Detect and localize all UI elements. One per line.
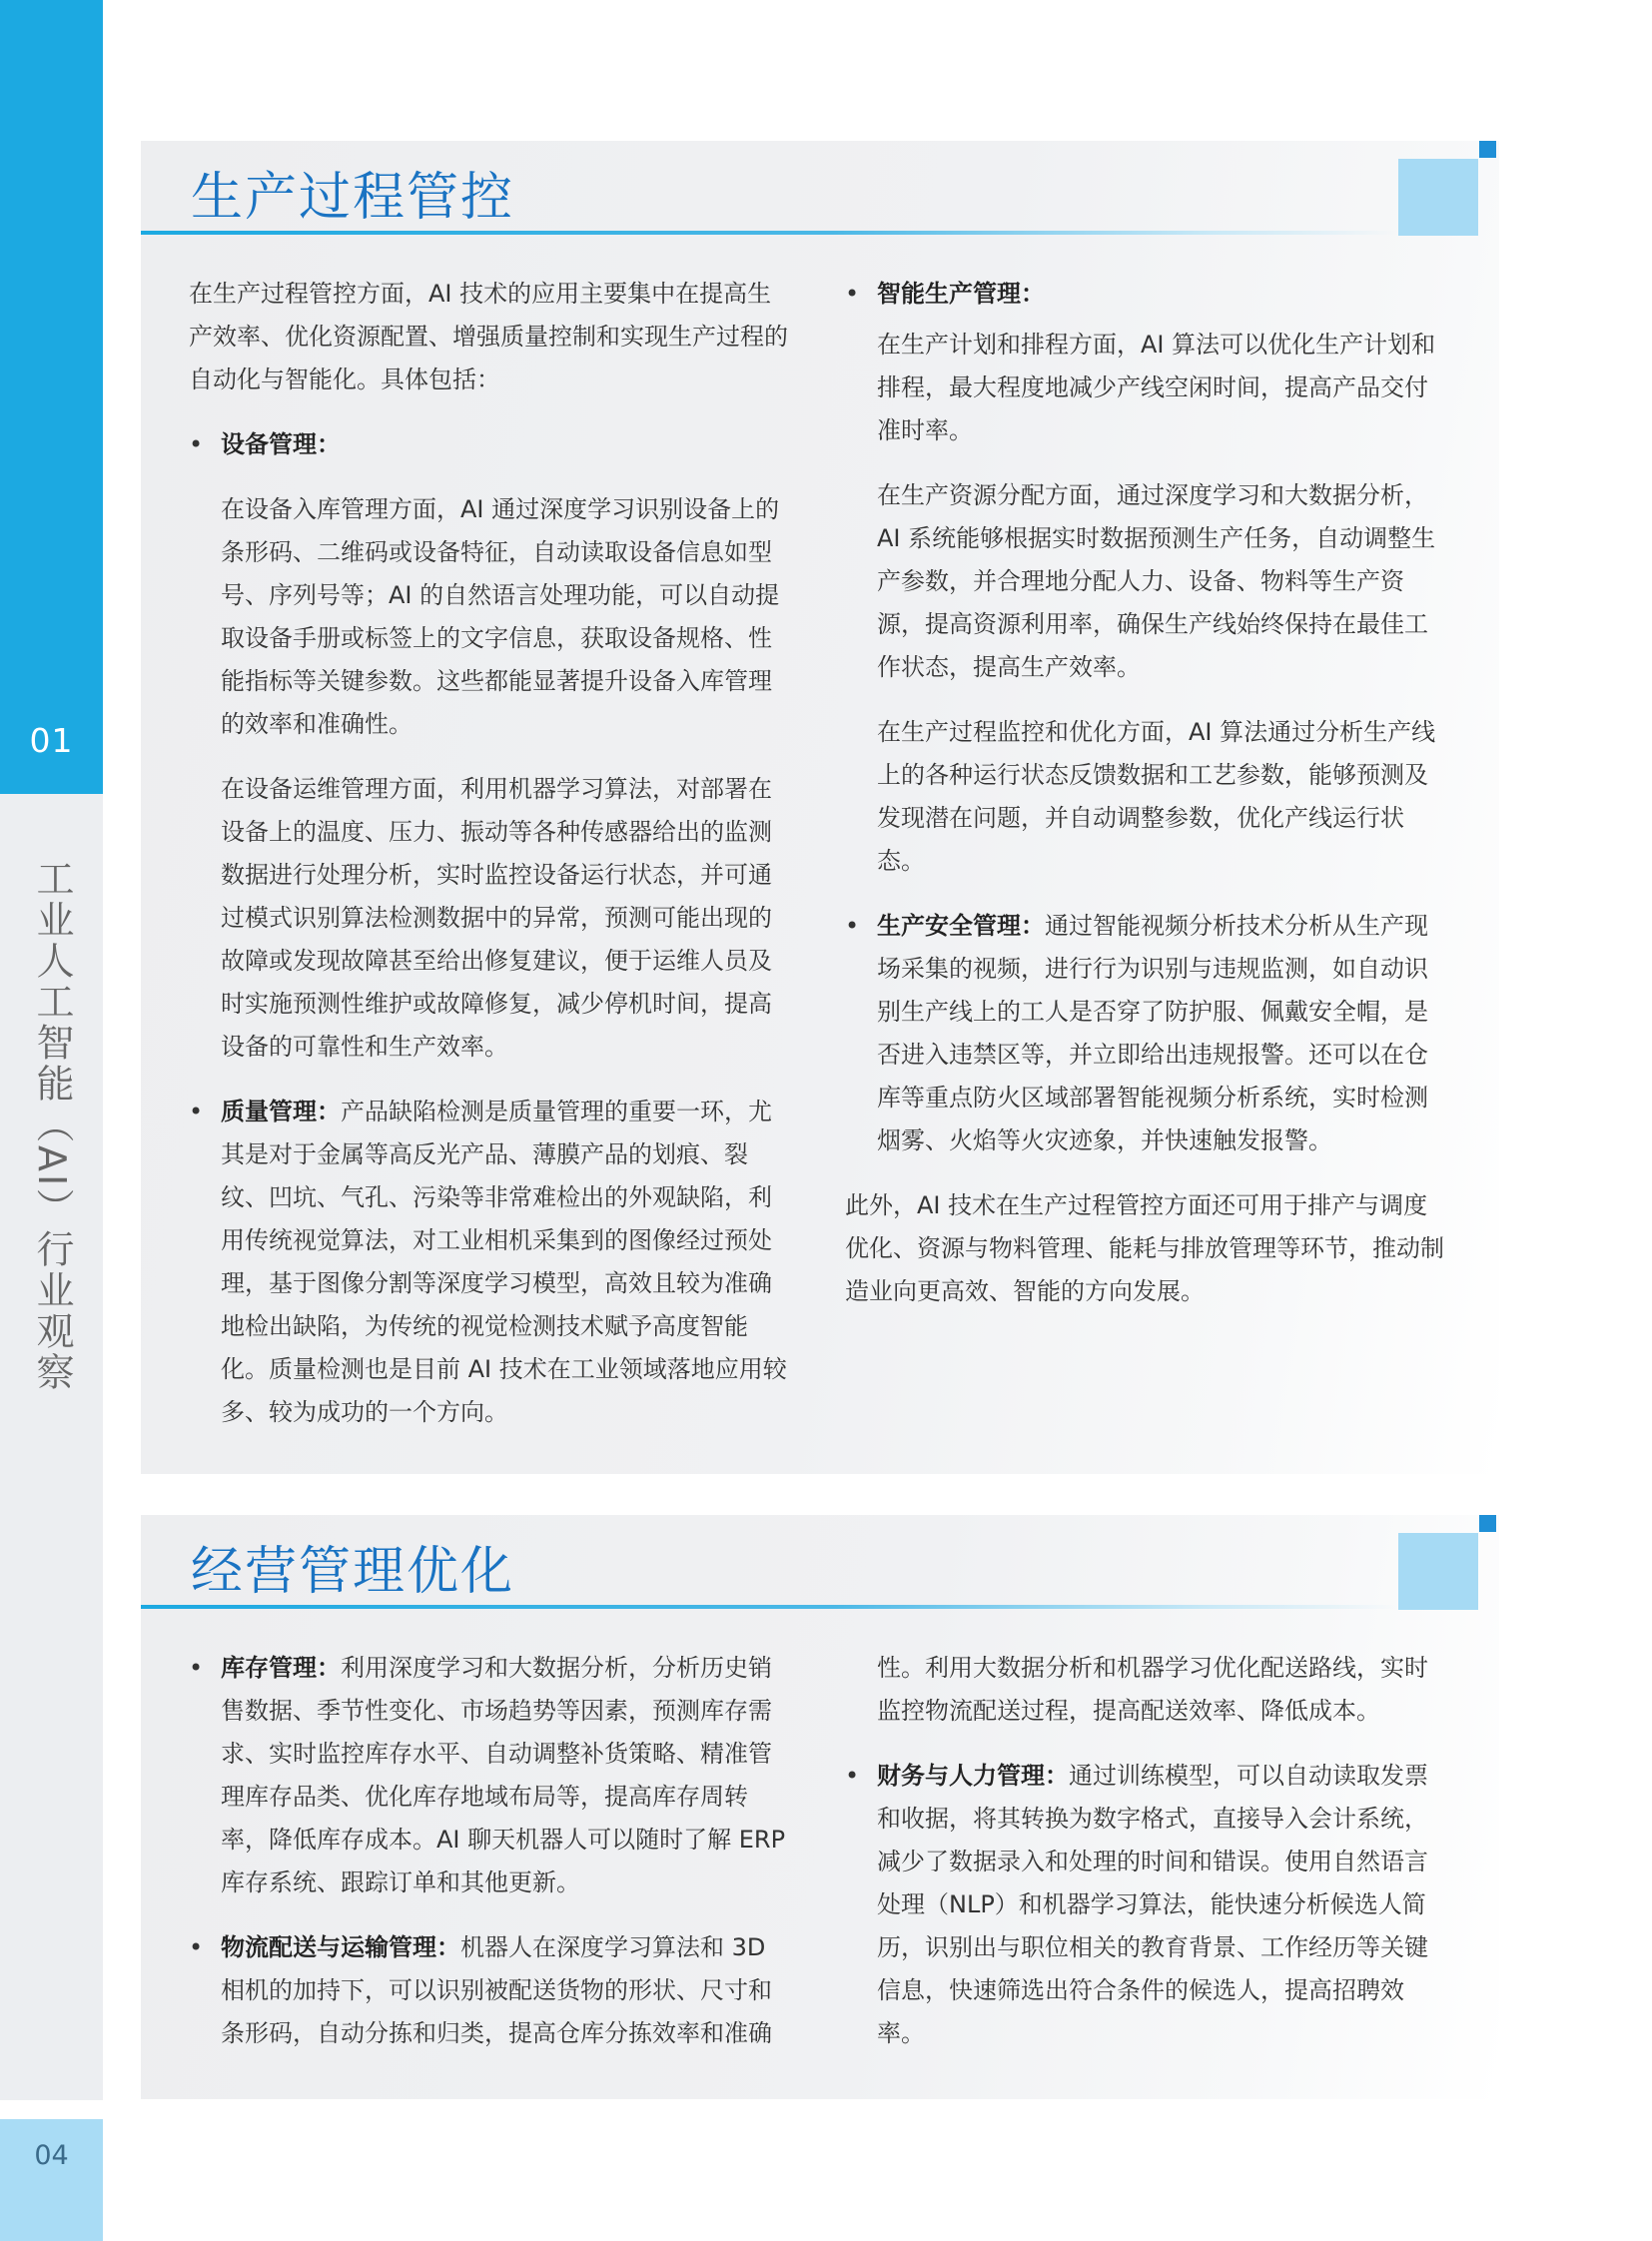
vertical-report-title: 工业人工智能（AI）行业观察	[30, 859, 74, 1394]
list-item-safety	[845, 905, 1444, 1162]
item-heading: 智能生产管理：	[877, 280, 1045, 308]
paragraph: 在生产过程监控和优化方面，AI 算法通过分析生产线上的各种运行状态反馈数据和工艺参数，能够预测及发现潜在问题，并自动调整参数，优化产线运行状态。	[877, 718, 1436, 875]
paragraph: 在生产资源分配方面，通过深度学习和大数据分析，AI 系统能够根据实时数据预测生产任务，自动调整生产参数，并合理地分配人力、设备、物料等生产资源，提高资源利用率，确保生产线始终保持在最佳工作状态，提高生产效率。	[877, 481, 1436, 681]
left-column	[189, 1647, 788, 2077]
list-item-logistics-continued	[845, 1647, 1444, 1733]
list-item-equipment	[189, 423, 788, 1069]
page-number-block	[0, 2119, 103, 2241]
chapter-number: 01	[29, 721, 74, 760]
list-item-smart-production	[845, 273, 1444, 883]
bullet-icon: •	[845, 912, 860, 940]
decorative-square-small	[1479, 141, 1496, 158]
section-business-management	[141, 1515, 1499, 2099]
conclusion-paragraph: 此外，AI 技术在生产过程管控方面还可用于排产与调度优化、资源与物料管理、能耗与排放管理等环节，推动制造业向更高效、智能的方向发展。	[845, 1191, 1444, 1305]
right-column	[845, 273, 1444, 1335]
paragraph: 在设备入库管理方面，AI 通过深度学习识别设备上的条形码、二维码或设备特征，自动读取设备信息如型号、序列号等；AI 的自然语言处理功能，可以自动提取设备手册或标签上的文字信息，获取设备规格、性能指标等关键参数。这些都能显著提升设备入库管理的效率和准确性。	[221, 495, 780, 738]
item-heading: 财务与人力管理：	[877, 1762, 1069, 1790]
sidebar-accent-bar	[0, 0, 103, 794]
paragraph: 在设备运维管理方面，利用机器学习算法，对部署在设备上的温度、压力、振动等各种传感器给出的监测数据进行处理分析，实时监控设备运行状态，并可通过模式识别算法检测数据中的异常，预测可能出现的故障或发现故障甚至给出修复建议，便于运维人员及时实施预测性维护或故障修复，减少停机时间，提高设备的可靠性和生产效率。	[221, 775, 772, 1061]
section-production-control	[141, 141, 1499, 1474]
item-heading: 设备管理：	[221, 430, 341, 458]
title-underline	[141, 1605, 1399, 1609]
list-item-inventory	[189, 1647, 788, 1904]
list-item-finance-hr	[845, 1755, 1444, 2055]
item-text: 通过训练模型，可以自动读取发票和收据，将其转换为数字格式，直接导入会计系统，减少了数据录入和处理的时间和错误。使用自然语言处理（NLP）和机器学习算法，能快速分析候选人简历，识别出与职位相关的教育背景、工作经历等关键信息，快速筛选出符合条件的候选人，提高招聘效率。	[877, 1762, 1428, 2047]
right-column	[845, 1647, 1444, 2077]
bullet-icon: •	[189, 1933, 204, 1961]
bullet-icon: •	[189, 1654, 204, 1682]
left-column	[189, 273, 788, 1456]
decorative-square-large	[1398, 1533, 1478, 1610]
bullet-icon: •	[189, 1098, 204, 1125]
item-heading: 质量管理：	[221, 1098, 341, 1125]
item-text: 机器人在深度学习算法和 3D 相机的加持下，可以识别被配送货物的形状、尺寸和条形码，自动分拣和归类，提高仓库分拣效率和准确	[221, 1933, 772, 2047]
title-underline	[141, 231, 1399, 235]
item-heading: 物流配送与运输管理：	[221, 1933, 460, 1961]
item-text: 性。利用大数据分析和机器学习优化配送路线，实时监控物流配送过程，提高配送效率、降低成本。	[877, 1654, 1428, 1725]
paragraph: 在生产计划和排程方面，AI 算法可以优化生产计划和排程，最大程度地减少产线空闲时间，提高产品交付准时率。	[877, 331, 1436, 444]
bullet-icon: •	[845, 1762, 860, 1790]
decorative-square-small	[1479, 1515, 1496, 1532]
intro-paragraph: 在生产过程管控方面，AI 技术的应用主要集中在提高生产效率、优化资源配置、增强质量控制和实现生产过程的自动化与智能化。具体包括：	[189, 280, 788, 393]
bullet-icon: •	[845, 280, 860, 308]
item-text: 通过智能视频分析技术分析从生产现场采集的视频，进行行为识别与违规监测，如自动识别生产线上的工人是否穿了防护服、佩戴安全帽，是否进入违禁区等，并立即给出违规报警。还可以在仓库等重点防火区域部署智能视频分析系统，实时检测烟雾、火焰等火灾迹象，并快速触发报警。	[877, 912, 1428, 1154]
item-text: 利用深度学习和大数据分析，分析历史销售数据、季节性变化、市场趋势等因素，预测库存需求、实时监控库存水平、自动调整补货策略、精准管理库存品类、优化库存地域布局等，提高库存周转率，降低库存成本。AI 聊天机器人可以随时了解 ERP 库存系统、跟踪订单和其他更新。	[221, 1654, 786, 1896]
section-title: 生产过程管控	[191, 168, 515, 228]
list-item-quality	[189, 1091, 788, 1434]
list-item-logistics	[189, 1926, 788, 2055]
item-text: 产品缺陷检测是质量管理的重要一环，尤其是对于金属等高反光产品、薄膜产品的划痕、裂纹、凹坑、气孔、污染等非常难检出的外观缺陷，利用传统视觉算法，对工业相机采集到的图像经过预处理，基于图像分割等深度学习模型，高效且较为准确地检出缺陷，为传统的视觉检测技术赋予高度智能化。质量检测也是目前 AI 技术在工业领域落地应用较多、较为成功的一个方向。	[221, 1098, 787, 1426]
page-number: 04	[34, 2140, 69, 2171]
item-heading: 生产安全管理：	[877, 912, 1045, 940]
item-heading: 库存管理：	[221, 1654, 341, 1682]
bullet-icon: •	[189, 430, 204, 458]
section-title: 经营管理优化	[191, 1542, 515, 1602]
decorative-square-large	[1398, 159, 1478, 236]
